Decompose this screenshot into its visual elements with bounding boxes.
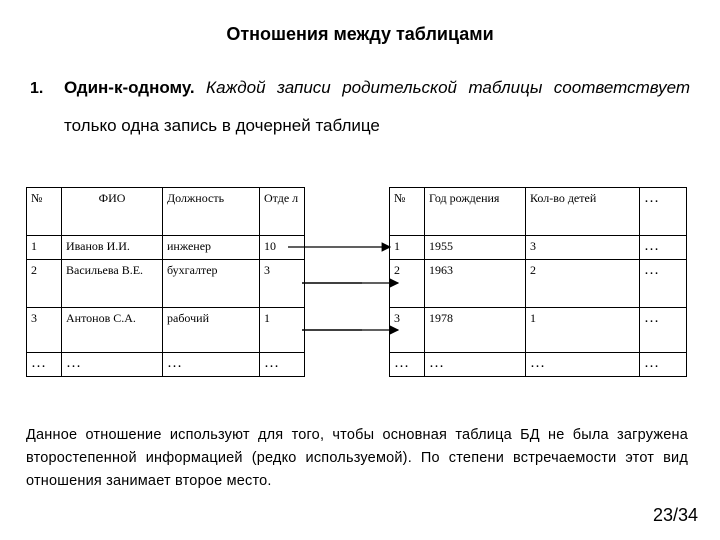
header-cell: … — [640, 188, 687, 236]
header-cell: Должность — [163, 188, 260, 236]
cell: … — [163, 353, 260, 377]
cell: бухгалтер — [163, 260, 260, 308]
cell: инженер — [163, 236, 260, 260]
slide-title: Отношения между таблицами — [226, 24, 494, 44]
cell: … — [27, 353, 62, 377]
page-number: 23/34 — [652, 505, 698, 525]
cell: 1963 — [425, 260, 526, 308]
description-paragraph: Данное отношение используют для того, чтобы основная таблица БД не была загружена второстепенной информацией (редко используемой). По степени встречаемости этот вид отношения занимает второе место. — [26, 427, 688, 489]
cell: 2 — [390, 260, 425, 308]
header-cell: Отде л — [260, 188, 305, 236]
header-cell: № — [27, 188, 62, 236]
cell: 3 — [27, 308, 62, 353]
cell: 1 — [27, 236, 62, 260]
cell: 3 — [260, 260, 305, 308]
cell: 3 — [390, 308, 425, 353]
cell: 1 — [260, 308, 305, 353]
cell: Антонов С.А. — [62, 308, 163, 353]
section-line-2: только одна запись в дочерней таблице — [64, 116, 380, 135]
cell: 2 — [27, 260, 62, 308]
cell: Васильева В.Е. — [62, 260, 163, 308]
cell: 2 — [526, 260, 640, 308]
cell: … — [390, 353, 425, 377]
cell: 1 — [526, 308, 640, 353]
section-number: 1. — [30, 80, 44, 97]
cell: Иванов И.И. — [62, 236, 163, 260]
cell: 1978 — [425, 308, 526, 353]
section-text-1: Каждой записи родительской таблицы соответствует — [206, 78, 691, 97]
cell: … — [640, 353, 687, 377]
cell: 3 — [526, 236, 640, 260]
cell: 1 — [390, 236, 425, 260]
header-cell: Кол-во детей — [526, 188, 640, 236]
cell: … — [526, 353, 640, 377]
cell: … — [640, 236, 687, 260]
cell: рабочий — [163, 308, 260, 353]
header-cell: ФИО — [62, 188, 163, 236]
cell: 10 — [260, 236, 305, 260]
header-cell: № — [390, 188, 425, 236]
cell: … — [425, 353, 526, 377]
cell: … — [260, 353, 305, 377]
cell: 1955 — [425, 236, 526, 260]
header-cell: Год рождения — [425, 188, 526, 236]
cell: … — [640, 260, 687, 308]
cell: … — [640, 308, 687, 353]
cell: … — [62, 353, 163, 377]
section-heading: Один-к-одному. — [64, 78, 195, 97]
